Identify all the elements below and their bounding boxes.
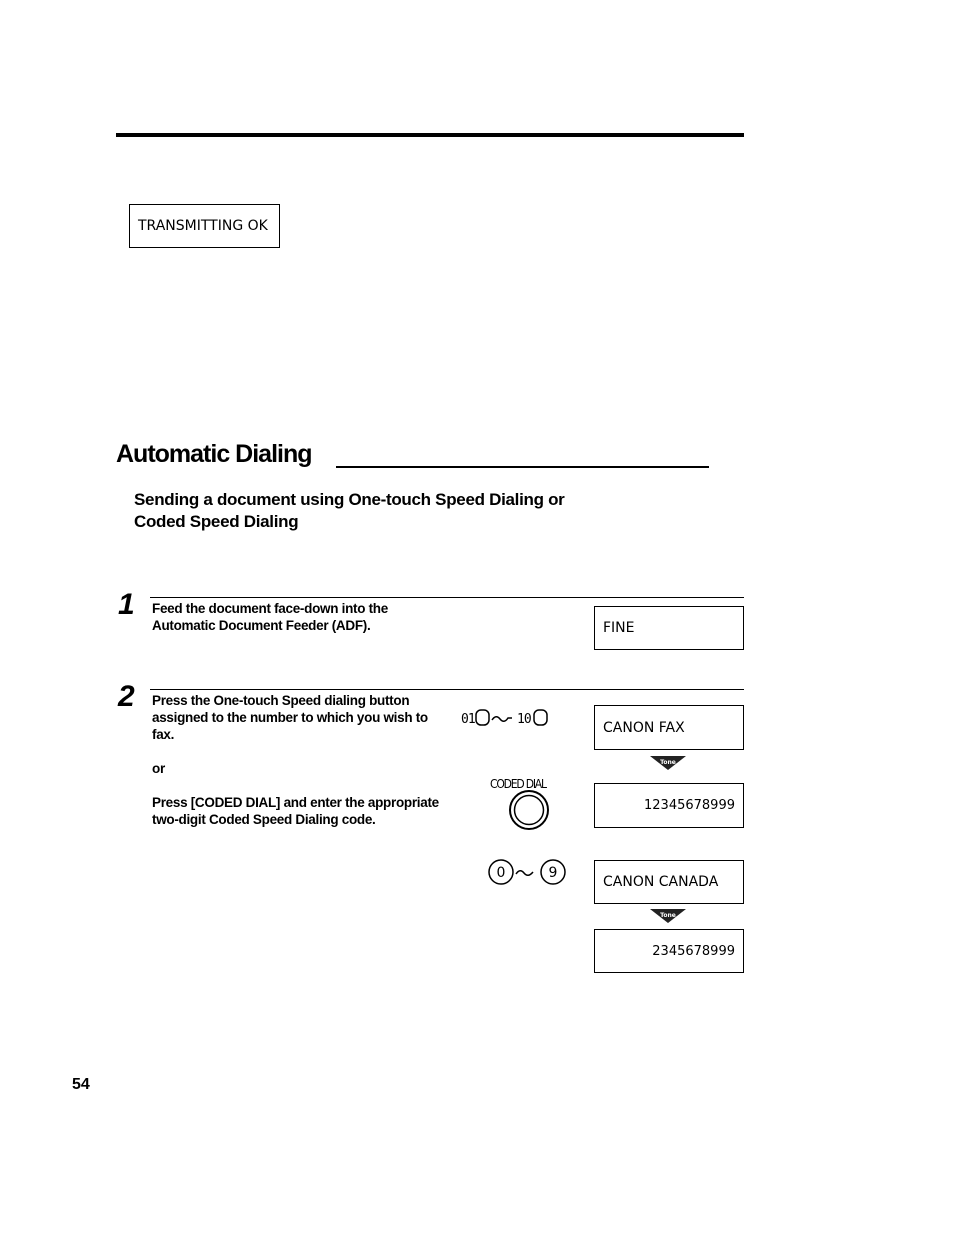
step-line: Press [CODED DIAL] and enter the appropriate [152,795,439,810]
tone-label: Tone [660,759,676,766]
section-title: Automatic Dialing [116,440,312,468]
lcd-canon-fax [594,705,744,750]
title-underline [336,466,709,468]
coded-dial-icon [490,774,562,832]
subtitle-line: Sending a document using One-touch Speed Dialing or [134,490,565,509]
lcd-transmitting-ok [129,204,280,248]
digit-end-label: 9 [548,865,558,881]
lcd-number-2 [594,929,744,973]
lcd-number-1 [594,783,744,828]
step-2-text [152,692,439,828]
lcd-text: CANON CANADA [603,874,719,890]
step-rule [150,597,744,598]
tone-arrow-icon [650,909,686,928]
step-line: assigned to the number to which you wish to [152,710,428,725]
step-line: Press the One-touch Speed dialing button [152,693,410,708]
step-line: Automatic Document Feeder (ADF). [152,618,371,633]
subtitle-line: Coded Speed Dialing [134,512,299,531]
top-rule [116,133,744,137]
lcd-text: TRANSMITTING OK [138,218,268,234]
step-number: 1 [118,588,135,621]
step-line: two-digit Coded Speed Dialing code. [152,812,376,827]
step-1-text [152,600,388,634]
lcd-text: CANON FAX [603,719,685,736]
onetouch-start-label: 01 [461,712,475,727]
onetouch-buttons-icon [461,706,551,730]
lcd-fine [594,606,744,650]
onetouch-end-label: 10 [517,712,531,727]
digit-keys-icon [487,858,569,888]
tone-arrow-icon [650,756,686,775]
section-subtitle [134,489,565,533]
step-line: fax. [152,727,175,742]
step-number: 2 [118,680,135,713]
lcd-text: 2345678999 [652,943,735,959]
page-number: 54 [72,1076,90,1093]
digit-start-label: 0 [496,865,506,881]
coded-dial-label: CODED DIAL [490,777,546,791]
lcd-canon-canada [594,860,744,904]
lcd-text: 12345678999 [644,798,735,813]
tone-label: Tone [660,912,676,919]
step-rule [150,689,744,690]
step-line: Feed the document face-down into the [152,601,388,616]
lcd-text: FINE [603,620,635,636]
step-or: or [152,761,165,776]
